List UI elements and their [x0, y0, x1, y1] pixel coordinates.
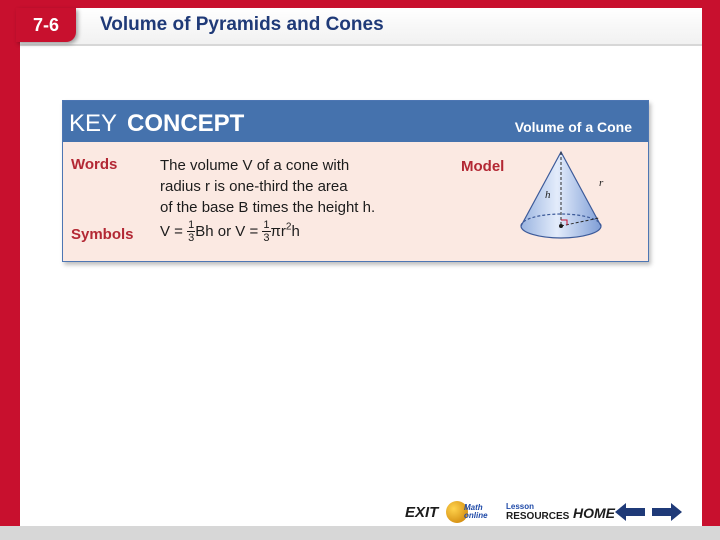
formula-pi-r: πr	[270, 223, 286, 240]
fraction-numerator: 1	[188, 219, 195, 231]
frame-top	[0, 0, 720, 8]
model-label: Model	[461, 158, 505, 175]
formula-exponent: 2	[285, 221, 292, 233]
words-label: Words	[71, 156, 118, 173]
lesson-resources-button[interactable]	[506, 502, 569, 528]
frame-left	[0, 0, 20, 540]
symbols-formula	[160, 219, 300, 244]
words-line: The volume V of a cone with	[160, 157, 350, 174]
symbols-label: Symbols	[71, 226, 134, 243]
radius-label: r	[599, 177, 604, 189]
key-label: KEY	[69, 110, 118, 137]
words-line: radius r is one-third the area	[160, 178, 348, 195]
words-line: of the base B times the height h.	[160, 199, 376, 216]
exit-button[interactable]: EXIT	[405, 504, 439, 521]
home-button[interactable]: HOME	[573, 505, 615, 521]
cone-model-diagram	[515, 148, 607, 246]
formula-v-equals-2: V =	[235, 223, 259, 240]
lesson-number-tab: 7-6	[16, 8, 76, 42]
height-label: h	[545, 189, 551, 201]
back-arrow-icon[interactable]	[613, 501, 647, 523]
math-online-line2: online	[464, 511, 488, 520]
lesson-resources-line1: Lesson	[506, 502, 535, 511]
formula-v-equals: V =	[160, 223, 183, 240]
card-header	[63, 101, 648, 142]
concept-label: CONCEPT	[127, 110, 245, 137]
fraction-denominator: 3	[188, 232, 195, 244]
math-online-line1: Math	[464, 503, 483, 512]
forward-arrow-icon[interactable]	[650, 501, 684, 523]
card-topic: Volume of a Cone	[514, 119, 632, 135]
formula-bh: Bh	[195, 223, 214, 240]
frame-right	[702, 0, 720, 540]
lesson-resources-line2: RESOURCES	[506, 511, 570, 522]
lesson-title: Volume of Pyramids and Cones	[100, 14, 384, 35]
math-online-button[interactable]	[444, 500, 500, 526]
formula-or: or	[217, 223, 232, 240]
words-text	[160, 155, 420, 218]
fraction-numerator: 1	[263, 219, 270, 231]
formula-h: h	[291, 223, 300, 240]
cone-center-point	[559, 224, 563, 228]
fraction-one-third-2	[262, 219, 270, 244]
fraction-denominator: 3	[263, 232, 270, 244]
